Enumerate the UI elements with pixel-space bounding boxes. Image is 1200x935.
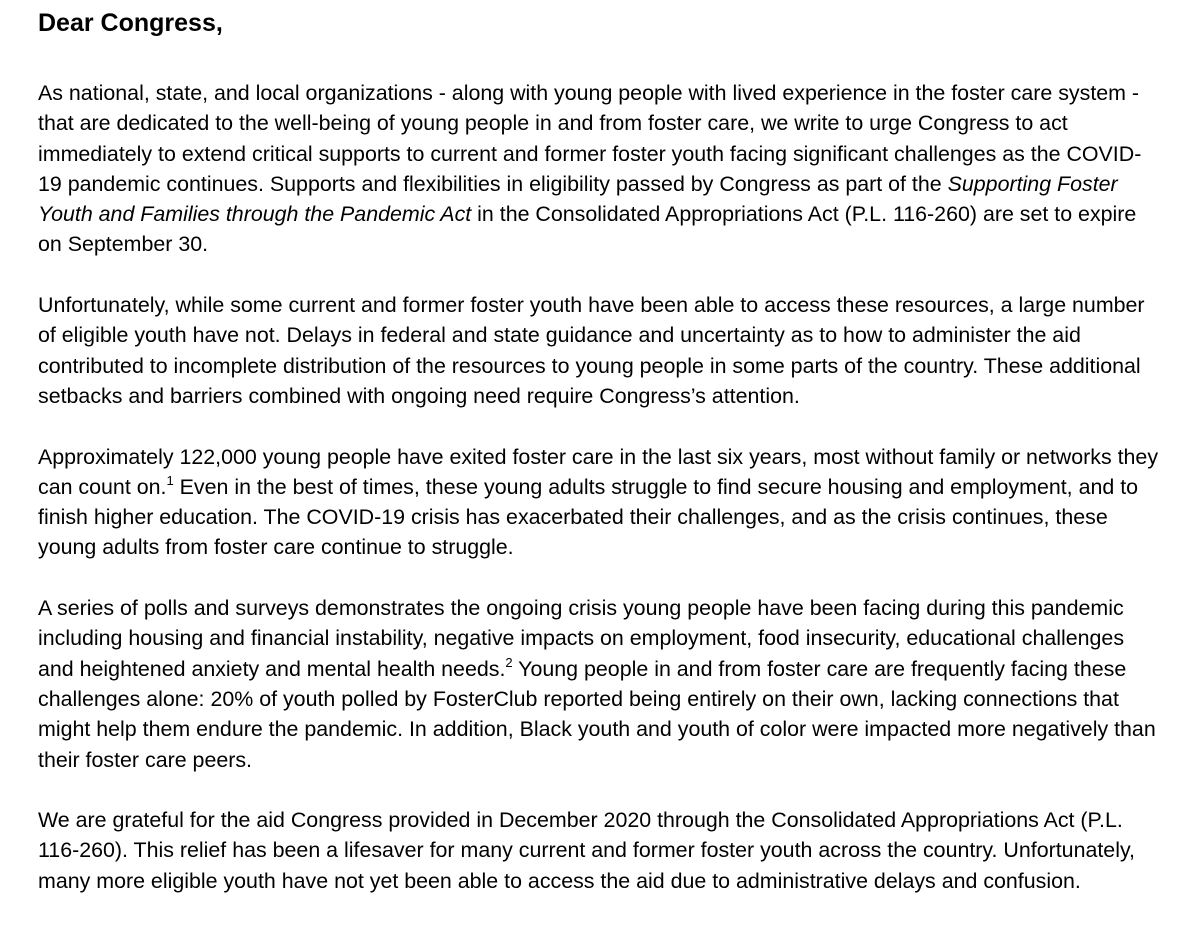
paragraph-3-text-a: Approximately 122,000 young people have exited foster care in the last six years, most without family or networks they can count on.: [38, 444, 1159, 499]
paragraph-3: [38, 442, 1163, 563]
paragraph-4: [38, 593, 1163, 775]
footnote-marker-2: 2: [505, 654, 513, 670]
paragraph-1-text-b: in the Consolidated Appropriations Act (P.L. 116-260) are set to expire on September 30.: [38, 202, 1137, 257]
paragraph-3-text-b: Even in the best of times, these young adults struggle to find secure housing and employment, and to finish higher education. The COVID-19 crisis has exacerbated their challenges, and as the crisis continues, these young adults from foster care continue to struggle.: [38, 474, 1139, 560]
footnote-marker-1: 1: [166, 472, 174, 488]
paragraph-2: Unfortunately, while some current and former foster youth have been able to access these resources, a large number of eligible youth have not. Delays in federal and state guidance and uncertainty as to how to administer the aid contributed to incomplete distribution of the resources to young people in some parts of the country. These additional setbacks and barriers combined with ongoing need require Congress’s attention.: [38, 293, 1145, 408]
paragraph-1-text-a: As national, state, and local organizations - along with young people with lived experience in the foster care system - that are dedicated to the well-being of young people in and from foster care, we write to urge Congress to act immediately to extend critical supports to current and former foster youth facing significant challenges as the COVID-19 pandemic continues. Supports and flexibilities in eligibility passed by Congress as part of the: [38, 81, 1142, 196]
paragraph-5: We are grateful for the aid Congress provided in December 2020 through the Consolidated Appropriations Act (P.L. 116-260). This relief has been a lifesaver for many current and former foster youth across the country. Unfortunately, many more eligible youth have not yet been able to access the aid due to administrative delays and confusion.: [38, 808, 1135, 893]
paragraph-4-text-b: Young people in and from foster care are frequently facing these challenges alone: 20% of youth polled by FosterClub reported being entirely on their own, lacking connections that might help them endure the pandemic. In addition, Black youth and youth of color were impacted more negatively than their foster care peers.: [38, 656, 1156, 772]
act-name: Supporting Foster Youth and Families through the Pandemic Act: [38, 171, 1118, 227]
salutation: Dear Congress,: [38, 9, 223, 37]
paragraph-4-text-a: A series of polls and surveys demonstrates the ongoing crisis young people have been facing during this pandemic including housing and financial instability, negative impacts on employment, food insecurity, educational challenges and heightened anxiety and mental health needs.: [38, 596, 1125, 681]
paragraph-1: [38, 78, 1163, 260]
letter-body: [38, 6, 1163, 896]
